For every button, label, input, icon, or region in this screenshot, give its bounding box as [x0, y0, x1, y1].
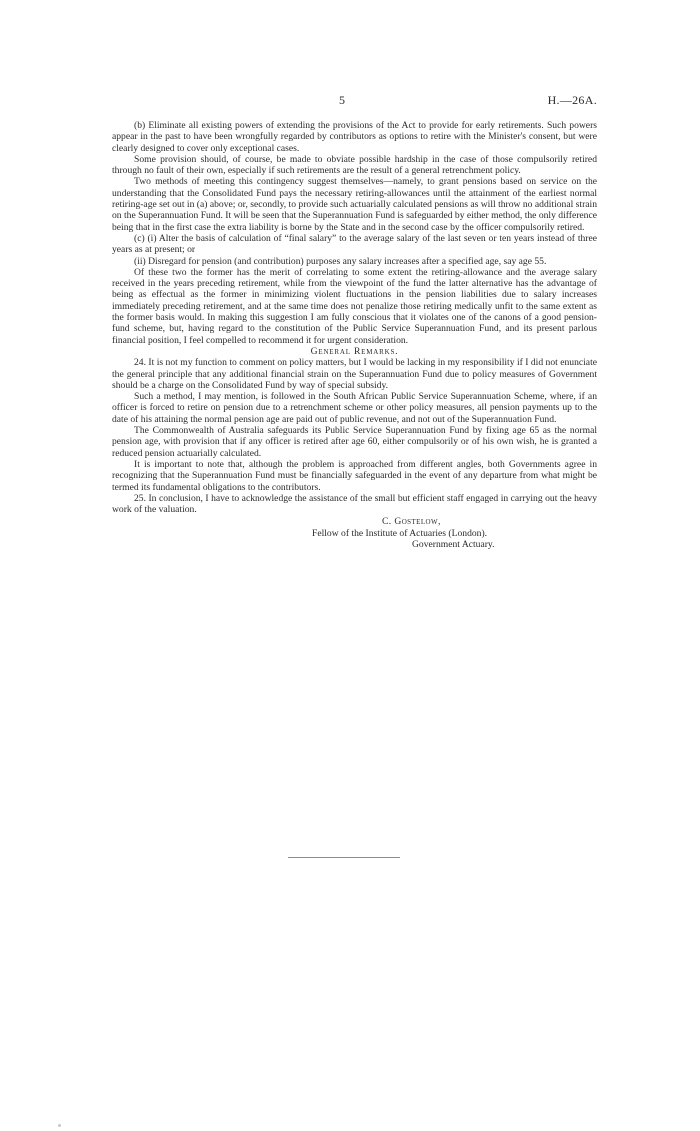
page-header: [112, 93, 597, 109]
end-rule-divider: [288, 857, 400, 858]
signature-block: [112, 516, 597, 550]
paragraph-comparison: Of these two the former has the merit of correlating to some extent the retiring-allowance and the average salary received in the years preceding retirement, while from the viewpoint of the fund the latter alternative has the advantage of being as effectual as the former in minimizing violent fluctuations in the pension liabilities due to salary increases immediately preceding retirement, and at the same time does not penalize those retiring medically unfit to the same extent as the former basis would. In making this suggestion I am fully conscious that it violates one of the canons of a good pension-fund scheme, but, having regard to the constitution of the Public Service Superannuation Fund, and its present parlous financial position, I feel compelled to recommend it for urgent consideration.: [112, 266, 597, 346]
paragraph-b-early-retirements: (b) Eliminate all existing powers of extending the provisions of the Act to provide for early retirements. Such powers appear in the past to have been wrongfully regarded by contributors as options to retire with the Minister's consent, but were clearly designed to cover only exceptional cases.: [112, 120, 597, 154]
body-text: [112, 120, 597, 550]
paragraph-governments-agree: It is important to note that, although the problem is approached from different angles, both Governments agree in recognizing that the Superannuation Fund must be financially safeguarded in the event of any departure from what might be termed its fundamental obligations to the contributors.: [112, 458, 597, 493]
signatory-title: Fellow of the Institute of Actuaries (London).: [312, 527, 488, 539]
paragraph-c-ii-salary-increases: (ii) Disregard for pension (and contribution) purposes any salary increases after a specified age, say age 55.: [134, 255, 547, 267]
paragraph-compulsory-retirement: Some provision should, of course, be made to obviate possible hardship in the case of those compulsorily retired through no fault of their own, especially if such retirements are the result of a general retrenchment policy.: [112, 153, 597, 177]
paragraph-two-methods: Two methods of meeting this contingency suggest themselves—namely, to grant pensions based on service on the understanding that the Consolidated Fund pays the necessary retiring-allowances until the attainment of the earliest normal retiring-age set out in (a) above; or, secondly, to provide such actuarially calculated pensions as will throw no additional strain on the Superannuation Fund. It will be seen that the Superannuation Fund is safeguarded by either method, the only difference being that in the first case the extra liability is borne by the State and in the second case by the officer compulsorily retired.: [112, 176, 597, 233]
paragraph-24-policy: 24. It is not my function to comment on policy matters, but I would be lacking in my responsibility if I did not enunciate the general principle that any additional financial strain on the Superannuation Fund due to policy measures of Government should be a charge on the Consolidated Fund by way of special subsidy.: [112, 357, 597, 391]
paragraph-south-africa: Such a method, I may mention, is followed in the South African Public Service Superannuation Scheme, where, if an officer is forced to retire on pension due to a retrenchment scheme or other policy measures, all pension payments up to the date of his attaining the normal pension age are paid out of public revenue, and not out of the Superannuation Fund.: [112, 391, 597, 425]
signatory-name: C. Gostelow,: [382, 516, 441, 528]
scan-speck: [58, 1124, 61, 1127]
paragraph-25-conclusion: 25. In conclusion, I have to acknowledge the assistance of the small but efficient staff engaged in carrying out the heavy work of the valuation.: [112, 492, 597, 516]
paragraph-c-i-final-salary: (c) (i) Alter the basis of calculation of “final salary” to the average salary of the last seven or ten years instead of three years as at present; or: [112, 232, 597, 256]
section-heading-general-remarks: General Remarks.: [310, 345, 399, 357]
paragraph-australia: The Commonwealth of Australia safeguards its Public Service Superannuation Fund by fixing age 65 as the normal pension age, with provision that if any officer is retired after age 60, either compulsorily or of his own wish, he is granted a reduced pension actuarially calculated.: [112, 425, 597, 459]
signatory-role: Government Actuary.: [412, 538, 495, 550]
document-reference: H.—26A.: [547, 93, 597, 107]
page-number: 5: [339, 93, 345, 107]
